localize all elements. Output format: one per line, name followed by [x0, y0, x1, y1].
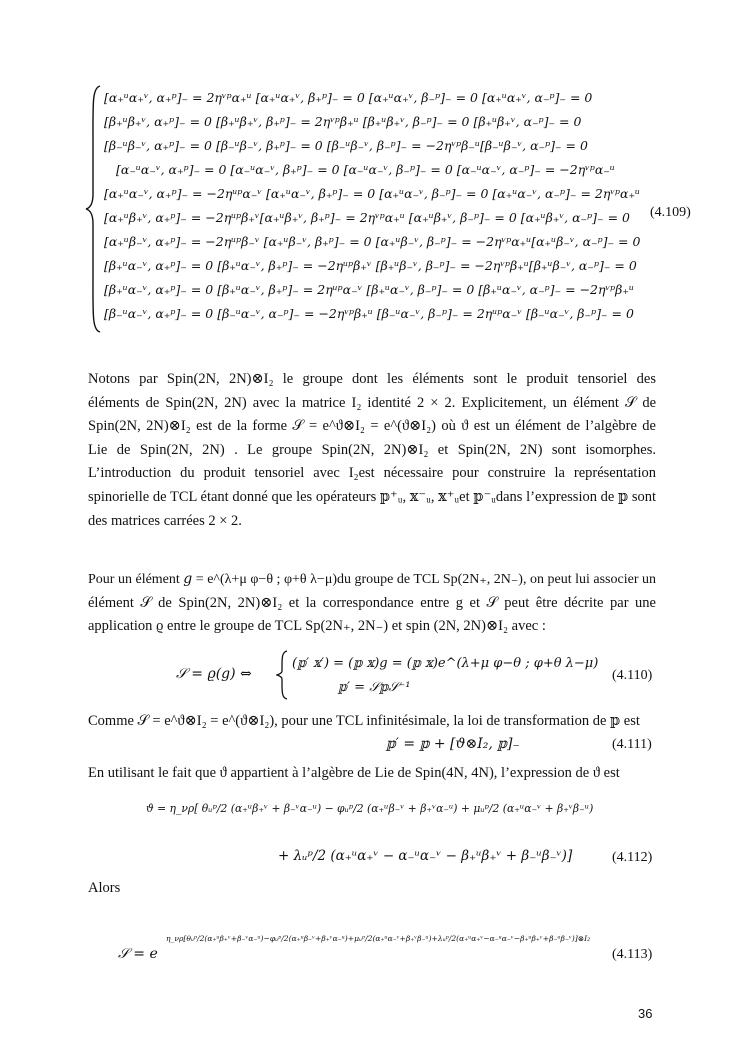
- equation-number: (4.109): [650, 205, 691, 220]
- text-line: Pour un élément 𝑔 = e^(λ+μ φ−θ ; φ+θ λ−μ)du groupe de TCL Sp(2N₊, 2N₋), on peut lui associer un: [88, 572, 656, 587]
- equation-number: (4.110): [612, 668, 653, 683]
- equation-line: (𝕡′ 𝕩′) = (𝕡 𝕩)𝑔 = (𝕡 𝕩)e^(λ+μ φ−θ ; φ+θ λ−μ): [292, 656, 599, 671]
- alors-text: Alors: [88, 880, 121, 896]
- text-line: éléments de Spin(2N, 2N) avec la matrice I₂ identité 2 × 2. Explicitement, un élément 𝒮 de: [88, 394, 656, 411]
- system-row: [β₋ᵘβ₋ᵛ, α₊ᵖ]₋ = 0 [β₋ᵘβ₋ᵛ, β₊ᵖ]₋ = 0 [β₋ᵘβ₋ᵛ, β₋ᵖ]₋ = −2ηᵛᵖβ₋ᵘ[β₋ᵘβ₋ᵛ, α₋ᵖ]₋ = 0: [104, 138, 588, 153]
- equation-lhs: 𝒮 = ϱ(𝑔) ⇔: [176, 666, 252, 682]
- text-line: application ϱ entre le groupe de TCL Sp(2N₊, 2N₋) et spin (2N, 2N)⊗I₂ avec :: [88, 618, 546, 635]
- equation-line: + λᵤᵖ/2 (α₊ᵘα₊ᵛ − α₋ᵘα₋ᵛ − β₊ᵘβ₊ᵛ + β₋ᵘβ₋ᵛ)]: [278, 848, 573, 864]
- text-line: des matrices carrées 2 × 2.: [88, 512, 242, 529]
- system-row: [β₋ᵘα₋ᵛ, α₊ᵖ]₋ = 0 [β₋ᵘα₋ᵛ, α₋ᵖ]₋ = −2ηᵛᵖβ₊ᵘ [β₋ᵘα₋ᵛ, β₋ᵖ]₋ = 2ηᵘᵖα₋ᵛ [β₋ᵘα₋ᵛ, β₋ᵖ]₋ = 0: [104, 306, 634, 321]
- text-line: L’introduction du produit tensoriel avec I₂est nécessaire pour construire la représentation: [88, 465, 656, 482]
- system-brace: [84, 84, 102, 334]
- equation-line: ϑ = η_νρ[ θᵤᵖ/2 (α₊ᵘβ₊ᵛ + β₋ᵛα₋ᵘ) − φᵤᵖ/2 (α₊ᵘβ₋ᵛ + β₊ᵛα₋ᵘ) + μᵤᵖ/2 (α₊ᵘα₋ᵛ + β₊ᵛβ₋ᵘ): [146, 802, 594, 815]
- equation-number: (4.113): [612, 947, 653, 962]
- system-row: [β₊ᵘα₋ᵛ, α₊ᵖ]₋ = 0 [β₊ᵘα₋ᵛ, β₊ᵖ]₋ = 2ηᵘᵖα₋ᵛ [β₊ᵘα₋ᵛ, β₋ᵖ]₋ = 0 [β₊ᵘα₋ᵛ, α₋ᵖ]₋ = −2ηᵛᵖβ₊ᵘ: [104, 282, 634, 297]
- system-row: [α₊ᵘβ₊ᵛ, α₊ᵖ]₋ = −2ηᵘᵖβ₊ᵛ[α₊ᵘβ₊ᵛ, β₊ᵖ]₋ = 2ηᵛᵖα₊ᵘ [α₊ᵘβ₊ᵛ, β₋ᵖ]₋ = 0 [α₊ᵘβ₊ᵛ, α₋ᵖ]₋ = 0: [104, 210, 630, 225]
- text-line: Lie de Spin(2N, 2N) . Le groupe Spin(2N, 2N)⊗I₂ et Spin(2N, 2N) sont isomorphes.: [88, 441, 656, 458]
- text-line: En utilisant le fait que ϑ appartient à l’algèbre de Lie de Spin(4N, 4N), l’expression de ϑ est: [88, 765, 620, 781]
- equation-line: 𝕡′ = 𝒮𝕡𝒮⁻¹: [338, 680, 411, 695]
- paragraph-tcl-element: [88, 568, 656, 639]
- brace-icon: [276, 650, 288, 700]
- paragraph-comme: [88, 710, 656, 734]
- text-line: élément 𝒮 de Spin(2N, 2N)⊗I₂ et la correspondance entre g et 𝒮 peut être décrite par une: [88, 594, 656, 611]
- equation-number: (4.112): [612, 850, 653, 865]
- text-line: Notons par Spin(2N, 2N)⊗I₂ le groupe dont les éléments sont le produit tensoriel des: [88, 371, 656, 387]
- system-row: [β₊ᵘβ₊ᵛ, α₊ᵖ]₋ = 0 [β₊ᵘβ₊ᵛ, β₊ᵖ]₋ = 2ηᵛᵖβ₊ᵘ [β₊ᵘβ₊ᵛ, β₋ᵖ]₋ = 0 [β₊ᵘβ₊ᵛ, α₋ᵖ]₋ = 0: [104, 114, 582, 129]
- system-row: [β₊ᵘα₋ᵛ, α₊ᵖ]₋ = 0 [β₊ᵘα₋ᵛ, β₊ᵖ]₋ = −2ηᵘᵖβ₊ᵛ [β₊ᵘβ₋ᵛ, β₋ᵖ]₋ = −2ηᵛᵖβ₊ᵘ[β₊ᵘβ₋ᵛ, α₋ᵖ]₋ = 0: [104, 258, 637, 273]
- system-row: [α₊ᵘα₋ᵛ, α₊ᵖ]₋ = −2ηᵘᵖα₋ᵛ [α₊ᵘα₋ᵛ, β₊ᵖ]₋ = 0 [α₊ᵘα₋ᵛ, β₋ᵖ]₋ = 0 [α₊ᵘα₋ᵛ, α₋ᵖ]₋ = 2ηᵛᵖα₊ᵘ: [104, 186, 641, 201]
- text-line: spinorielle de TCL étant donné que les opérateurs 𝕡⁺ᵤ, 𝕩⁻ᵤ, 𝕩⁺ᵤet 𝕡⁻ᵤdans l’expression de 𝕡 sont: [88, 488, 656, 505]
- equation-lhs: 𝒮 = e: [118, 946, 158, 962]
- equation-exponent: η_νρ[θᵤᵖ/2(α₊ᵘβ₊ᵛ+β₋ᵛα₋ᵘ)−φᵤᵖ/2(α₊ᵘβ₋ᵛ+β₊ᵛα₋ᵘ)+μᵤᵖ/2(α₊ᵘα₋ᵛ+β₊ᵛβ₋ᵘ)+λᵤᵖ/2(α₊ᵘα₊ᵛ−α₋ᵘα₋ᵛ−β₊ᵘβ₊ᵛ+β₋ᵘβ₋ᵛ)]⊗I₂: [166, 934, 591, 943]
- system-row: [α₋ᵘα₋ᵛ, α₊ᵖ]₋ = 0 [α₋ᵘα₋ᵛ, β₊ᵖ]₋ = 0 [α₋ᵘα₋ᵛ, β₋ᵖ]₋ = 0 [α₋ᵘα₋ᵛ, α₋ᵖ]₋ = −2ηᵛᵖα₋ᵘ: [116, 162, 615, 177]
- system-row: [α₊ᵘβ₋ᵛ, α₊ᵖ]₋ = −2ηᵘᵖβ₋ᵛ [α₊ᵘβ₋ᵛ, β₊ᵖ]₋ = 0 [α₊ᵘβ₋ᵛ, β₋ᵖ]₋ = −2ηᵛᵖα₊ᵘ[α₊ᵘβ₋ᵛ, α₋ᵖ]₋ = 0: [104, 234, 641, 249]
- system-row: [α₊ᵘα₊ᵛ, α₊ᵖ]₋ = 2ηᵛᵖα₊ᵘ [α₊ᵘα₊ᵛ, β₊ᵖ]₋ = 0 [α₊ᵘα₊ᵛ, β₋ᵖ]₋ = 0 [α₊ᵘα₊ᵛ, α₋ᵖ]₋ = 0: [104, 90, 593, 105]
- text-line: Comme 𝒮 = e^ϑ⊗I₂ = e^(ϑ⊗I₂), pour une TCL infinitésimale, la loi de transformation de 𝕡 est: [88, 713, 640, 729]
- eq-brace: [276, 650, 288, 700]
- brace-icon: [84, 84, 102, 334]
- text-line: Spin(2N, 2N)⊗I₂ est de la forme 𝒮 = e^ϑ⊗I₂ = e^(ϑ⊗I₂) où ϑ est un élément de l’algèbre de: [88, 418, 656, 435]
- paragraph-spin-group: [88, 368, 656, 533]
- equation-number: (4.111): [612, 737, 652, 752]
- equation-body: 𝕡′ = 𝕡 + [ϑ⊗I₂, 𝕡]₋: [386, 736, 520, 752]
- page-number: 36: [638, 1006, 653, 1021]
- paragraph-en-utilisant: [88, 762, 656, 786]
